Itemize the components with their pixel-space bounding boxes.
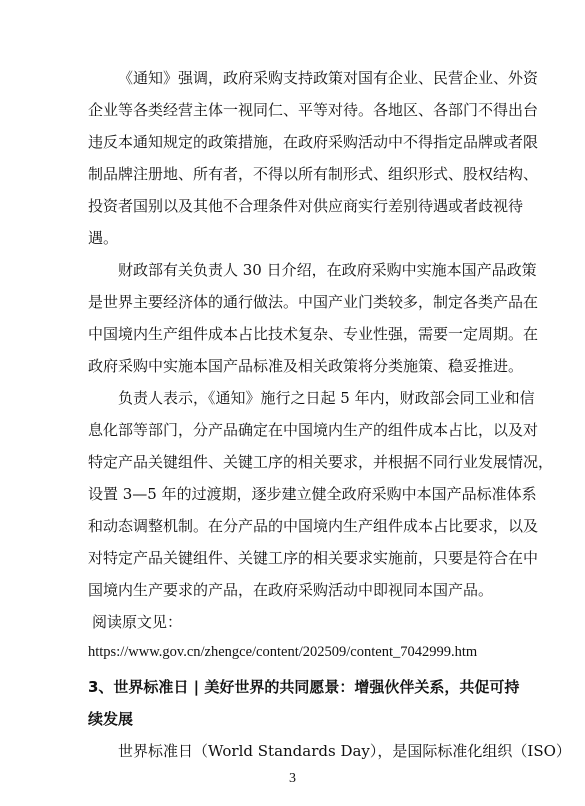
text-line: 遇。 bbox=[88, 229, 119, 247]
text-line: 国境内生产要求的产品，在政府采购活动中即视同本国产品。 bbox=[88, 581, 494, 599]
text-line: 违反本通知规定的政策措施，在政府采购活动中不得指定品牌或者限 bbox=[88, 133, 539, 151]
text-line: 对特定产品关键组件、关键工序的相关要求实施前，只要是符合在中 bbox=[88, 549, 539, 567]
text-line: 负责人表示，《通知》施行之日起 5 年内，财政部会同工业和信 bbox=[118, 389, 535, 407]
heading-line: 3、世界标准日 | 美好世界的共同愿景：增强伙伴关系，共促可持 bbox=[88, 678, 520, 696]
text-line: 设置 3—5 年的过渡期，逐步建立健全政府采购中本国产品标准体系 bbox=[88, 485, 537, 503]
text-line: 企业等各类经营主体一视同仁、平等对待。各地区、各部门不得出台 bbox=[88, 101, 539, 119]
text-line: 中国境内生产组件成本占比技术复杂、专业性强，需要一定周期。在 bbox=[88, 325, 539, 343]
text-line: 政府采购中实施本国产品标准及相关政策将分类施策、稳妥推进。 bbox=[88, 357, 524, 375]
read-more-label: 阅读原文见： bbox=[92, 613, 183, 631]
text-line: 财政部有关负责人 30 日介绍，在政府采购中实施本国产品政策 bbox=[118, 261, 537, 279]
paragraph-4-line: 世界标准日（World Standards Day），是国际标准化组织（ISO） bbox=[118, 742, 571, 760]
text-line: 投资者国别以及其他不合理条件对供应商实行差别待遇或者歧视待 bbox=[88, 197, 524, 215]
text-line: 《通知》强调，政府采购支持政策对国有企业、民营企业、外资 bbox=[118, 69, 539, 87]
text-line: 是世界主要经济体的通行做法。中国产业门类较多，制定各类产品在 bbox=[88, 293, 539, 311]
heading-line: 续发展 bbox=[88, 710, 134, 728]
read-more-link[interactable]: https://www.gov.cn/zhengce/content/202509/content_7042999.htm bbox=[88, 644, 478, 660]
text-line: 特定产品关键组件、关键工序的相关要求，并根据不同行业发展情况， bbox=[88, 453, 554, 471]
text-line: 息化部等部门，分产品确定在中国境内生产的组件成本占比，以及对 bbox=[88, 421, 539, 439]
text-line: 和动态调整机制。在分产品的中国境内生产组件成本占比要求，以及 bbox=[88, 517, 539, 535]
page-number: 3 bbox=[289, 771, 296, 786]
text-line: 制品牌注册地、所有者，不得以所有制形式、组织形式、股权结构、 bbox=[88, 165, 539, 183]
